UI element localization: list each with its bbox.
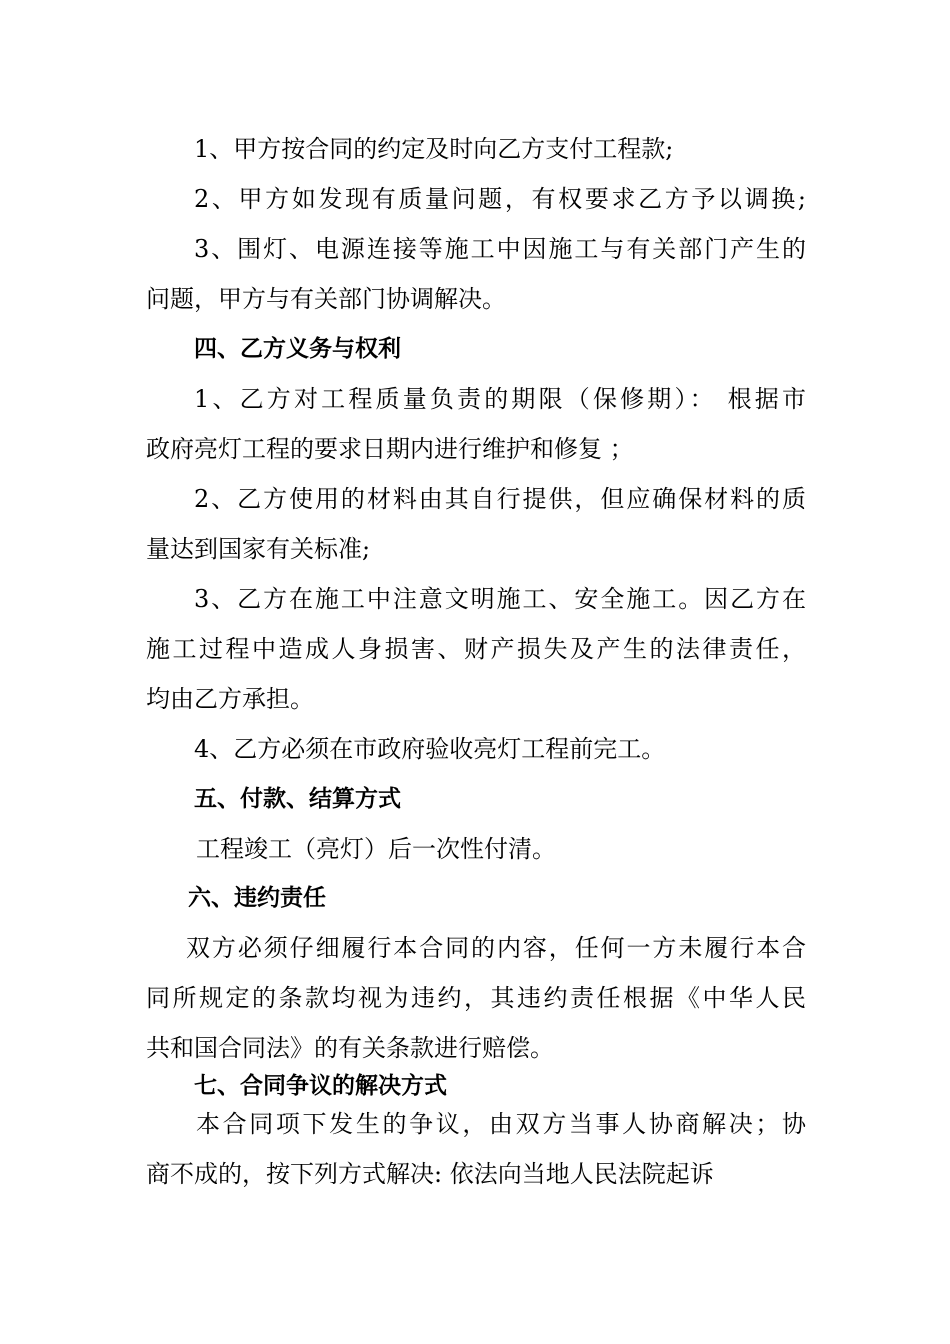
clause-7-line-2: 商不成的，按下列方式解决: 依法向当地人民法院起诉 bbox=[146, 1160, 714, 1188]
clause-6-line-1: 双方必须仔细履行本合同的内容，任何一方未履行本合 bbox=[186, 934, 806, 962]
clause-4-item-1-line-2: 政府亮灯工程的要求日期内进行维护和修复 ； bbox=[146, 435, 634, 463]
clause-5-text: 工程竣工（亮灯）后一次性付清。 bbox=[196, 835, 556, 863]
clause-3-item-3-line-2: 问题，甲方与有关部门协调解决。 bbox=[146, 285, 506, 313]
clause-4-item-3-line-2: 施工过程中造成人身损害、财产损失及产生的法律责任， bbox=[146, 635, 806, 663]
clause-4-item-3-line-1: 3、乙方在施工中注意文明施工、安全施工。因乙方在 bbox=[194, 585, 806, 613]
clause-6-line-2: 同所规定的条款均视为违约，其违约责任根据《中华人民 bbox=[146, 984, 806, 1012]
section-heading-5: 五、付款、结算方式 bbox=[194, 786, 401, 812]
clause-7-line-1: 本合同项下发生的争议，由双方当事人协商解决；协 bbox=[196, 1110, 806, 1138]
section-heading-7: 七、合同争议的解决方式 bbox=[194, 1073, 447, 1099]
clause-4-item-1-line-1: 1、乙方对工程质量负责的期限（保修期）： 根据市 bbox=[194, 385, 806, 413]
section-heading-4: 四、乙方义务与权利 bbox=[194, 336, 401, 362]
clause-6-line-3: 共和国合同法》的有关条款进行赔偿。 bbox=[146, 1034, 554, 1062]
clause-3-item-1: 1、甲方按合同的约定及时向乙方支付工程款; bbox=[194, 135, 674, 163]
clause-3-item-2: 2、甲方如发现有质量问题，有权要求乙方予以调换; bbox=[194, 185, 806, 213]
clause-4-item-4: 4、乙方必须在市政府验收亮灯工程前完工。 bbox=[194, 735, 666, 763]
clause-3-item-3-line-1: 3、围灯、电源连接等施工中因施工与有关部门产生的 bbox=[194, 235, 806, 263]
section-heading-6: 六、违约责任 bbox=[188, 885, 326, 911]
clause-4-item-2-line-2: 量达到国家有关标准; bbox=[146, 535, 371, 563]
clause-4-item-3-line-3: 均由乙方承担。 bbox=[146, 685, 314, 713]
clause-4-item-2-line-1: 2、乙方使用的材料由其自行提供，但应确保材料的质 bbox=[194, 485, 806, 513]
